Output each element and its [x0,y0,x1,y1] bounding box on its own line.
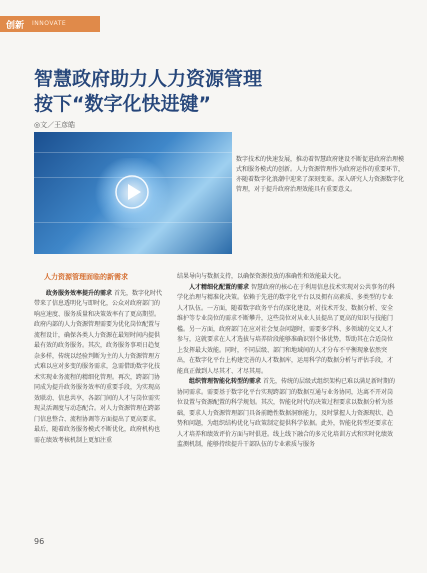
paragraph-body: 智慧政府的核心在于利用信息技术实现对公共事务的科学化治理与精准化决策。依赖于先进的数字化平台以及拥有高素质、多类型的专业人才队伍。一方面，随着数字政务平台的深化建设，对技术开发、数据分析、安全维护等专业岗位的需求不断攀升，这些岗位对从业人员提出了更高的知识与技能门槛。另一方面，政府部门在应对社会复杂问题时，需要多学科、多领域的交叉人才参与，这就要求在人才选拔与培养阶段能够准确识别个体优势，帮助其在合适岗位上发挥最大效能。同时，不同层级、部门和地域间的人才分布不平衡现象依然突出，在数字化平台上构建完善的人才数据库，运用科学的数据分析与评估手段，才能真正做到人尽其才、才尽其用。 [177,283,395,375]
section-heading: 人力资源管理面临的新需求 [44,273,128,281]
right-column [177,272,397,451]
hero-stripe [34,152,232,153]
paragraph-lead: 政务服务效率提升的需求 [46,289,113,297]
paragraph-lead: 人才精细化配置的需求 [189,283,250,291]
play-icon [114,174,150,210]
author-byline: ◎文／王彦皓 [34,121,76,129]
article-title [34,67,404,117]
section-name: 创新 [6,21,25,31]
page-number: 96 [34,537,45,546]
paragraph [177,377,397,451]
title-line-1: 智慧政府助力人力资源管理 [34,68,263,90]
title-line-2: 按下“数字化快进键” [34,93,211,115]
paragraph-body: 首先，传统的层级式组织架构已难以满足新时期的协同需求。需要基于数字化平台实现跨部门的数据互通与业务协同，达离不开对岗位设置与资源配置的科学规划。其次，智能化时代的决策过程要求以数据分析为基础，要求人力资源管理部门具备前瞻性数据洞察能力，及时掌握人力资源现状、趋势和问题，为组织结构优化与政策制定提供科学依据。此外，智能化转型还要求在人才培养和绩效评价方面与时俱进。线上线下融合的多元化培训方式和实时化绩效监测机制，能够持续提升干部队伍的专业素质与服务 [177,378,395,448]
left-column [34,272,164,446]
paragraph-body: 首先，数字化时代带来了信息透明化与即时化，公众对政府部门的响应速度、服务质量和决策效率有了更高期望。政府内部的人力资源管理需要为优化岗位配置与流程设计，确保各类人力资源在最短时间内提供最有效的政务服务。其次，政务服务事项日趋复杂多样，传统以经验判断为主的人力资源管理方式难以应对多变的服务需求，急需借助数字化技术实现业务流程的精细化管理。再次，跨部门协同成为提升政务服务效率的重要手段，为实现高效联动、信息共享，各部门间的人才与岗位需实现灵活调度与动态配合。对人力资源管理在跨部门信息整合、流程协调等方面提出了更高要求。最后，随着政务服务模式不断优化，政府机构也需在绩效考核机制上更加注重 [34,289,162,444]
paragraph [177,283,397,378]
paragraph-lead: 组织管理智能化转型的需求 [189,378,262,385]
article-abstract: 数字技术的快速发展，推动着智慧政府建设不断促进政府治理模式和服务模式的创新。人力资源管理作为政府运作的重要环节，亦随着数字化浪潮中迎来了深刻变革。深入研究人力资源数字化管理，对于提升政府治理效能具有重要意义。 [236,156,405,193]
paragraph [34,289,164,447]
paragraph-continued: 结果导向与数据支持，以确保资源投放的准确性和效能最大化。 [177,273,346,280]
section-tab [0,16,100,32]
section-name-en: INNOVATE [32,20,67,27]
hero-image [34,132,232,254]
